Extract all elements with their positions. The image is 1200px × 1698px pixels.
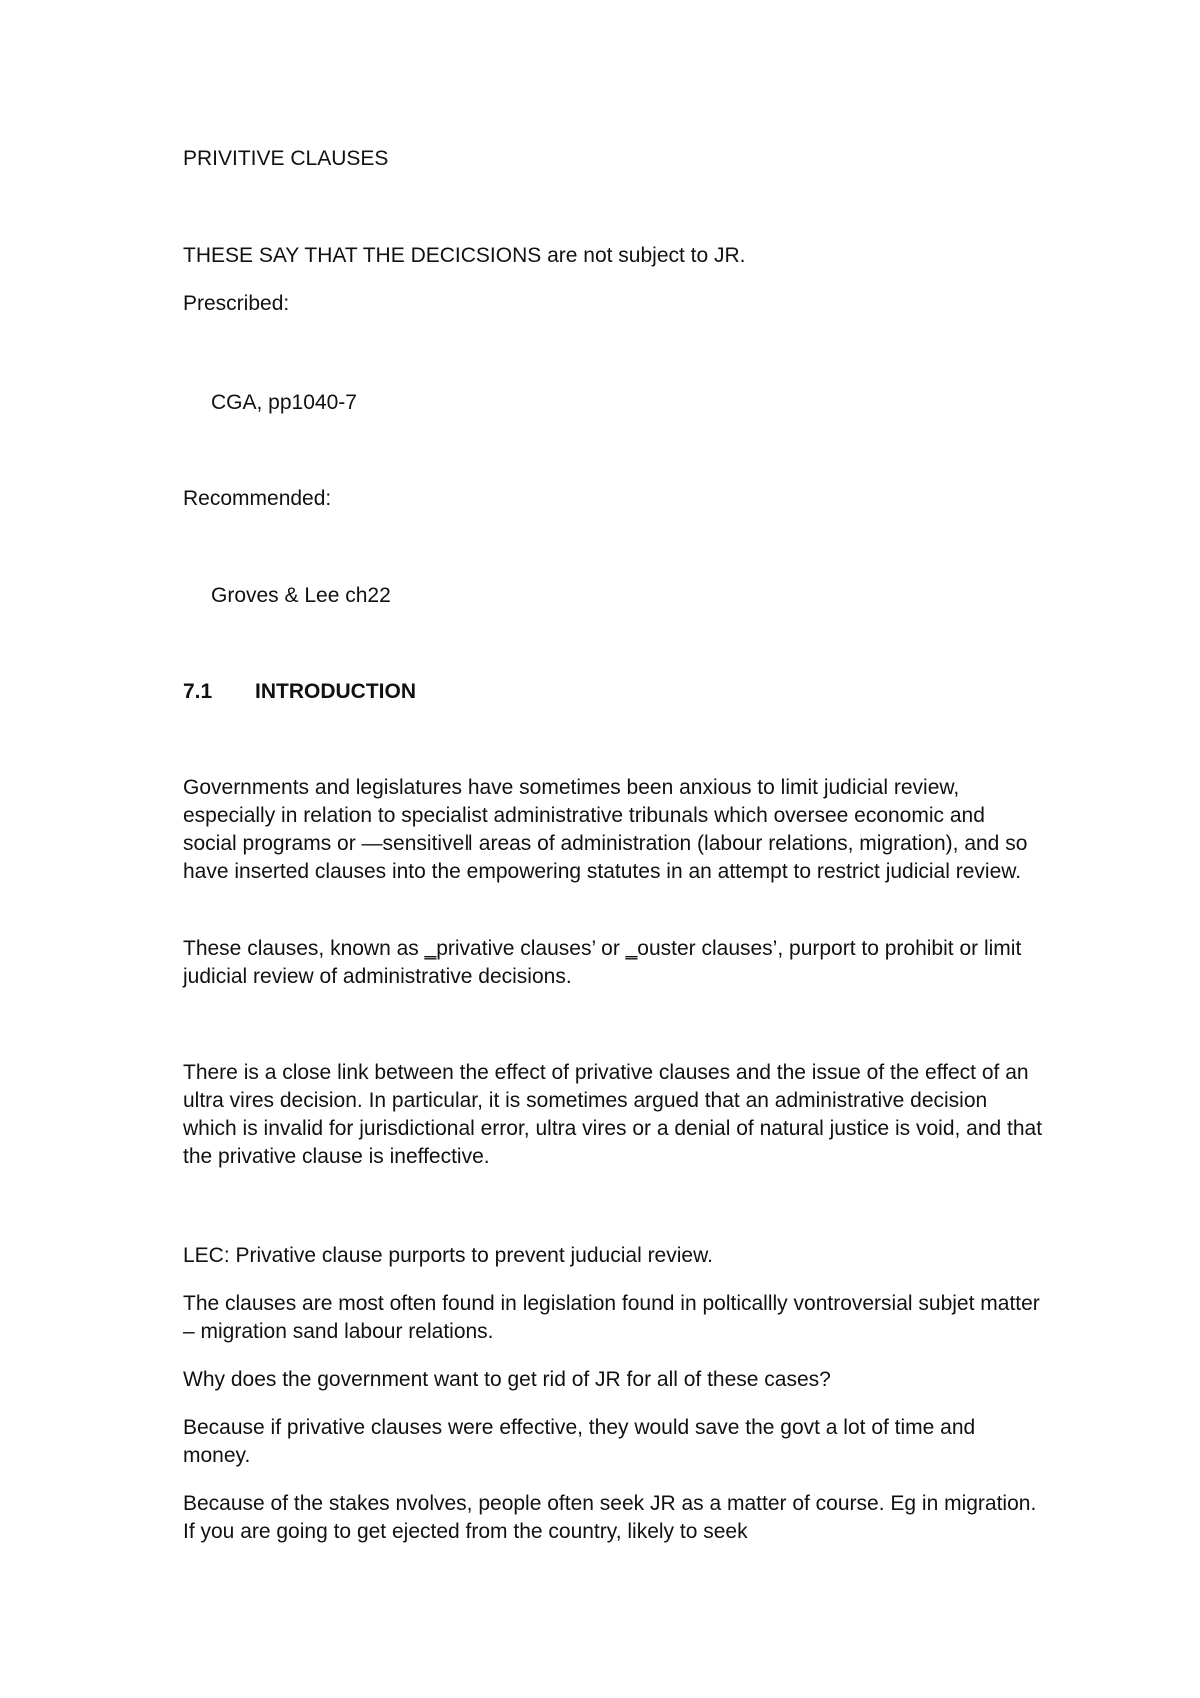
section-number: 7.1: [183, 680, 213, 703]
paragraph: Because of the stakes nvolves, people often seek JR as a matter of course. Eg in migration. If you are going to get ejected from the country, likely to seek: [183, 1492, 1037, 1543]
section-title: INTRODUCTION: [255, 680, 416, 703]
paragraph: Because if privative clauses were effective, they would save the govt a lot of time and money.: [183, 1416, 976, 1467]
recommended-label: Recommended:: [183, 487, 332, 510]
prescribed-label: Prescribed:: [183, 292, 290, 315]
paragraph: There is a close link between the effect of privative clauses and the issue of the effect of an ultra vires decision. In particular, it is sometimes argued that an administrative decision which is invalid for jurisdictional error, ultra vires or a denial of natural justice is void, and that the privative clause is ineffective.: [183, 1061, 1043, 1168]
paragraph: The clauses are most often found in legislation found in polticallly vontroversial subjet matter – migration sand labour relations.: [183, 1292, 1040, 1343]
paragraph: Why does the government want to get rid of JR for all of these cases?: [183, 1368, 831, 1391]
document-title: PRIVITIVE CLAUSES: [183, 147, 389, 170]
prescribed-item: CGA, pp1040-7: [211, 391, 357, 414]
section-heading: [183, 678, 1043, 706]
intro-line: THESE SAY THAT THE DECICSIONS are not subject to JR.: [183, 244, 746, 267]
paragraph: These clauses, known as ‗privative clauses’ or ‗ouster clauses’, purport to prohibit or limit judicial review of administrative decisions.: [183, 937, 1022, 988]
recommended-item: Groves & Lee ch22: [211, 584, 391, 607]
paragraph: Governments and legislatures have sometimes been anxious to limit judicial review, especially in relation to specialist administrative tribunals which oversee economic and social programs or —sensitive‖ areas of administration (labour relations, migration), and so have inserted clauses into the empowering statutes in an attempt to restrict judicial review.: [183, 776, 1028, 883]
paragraph: LEC: Privative clause purports to prevent juducial review.: [183, 1244, 713, 1267]
